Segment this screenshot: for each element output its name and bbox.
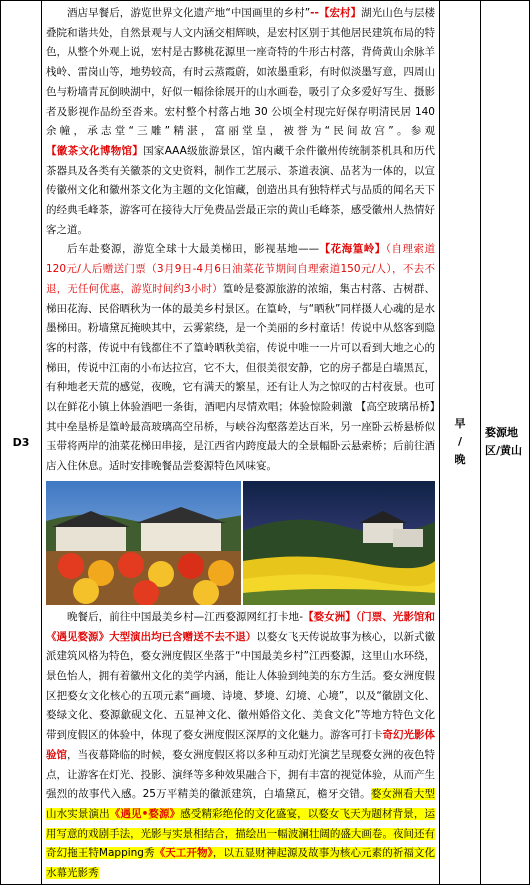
cableway-notice: （自理索道120元/人后赠送门票（3月9日-4月6日油菜花节期间自理索道150元/人），不去不退，无任何优惠，游览时间约3小时） (46, 243, 436, 295)
paragraph-huangling (46, 240, 435, 476)
meal-dinner: 晚 (454, 453, 466, 467)
photo-huangling-village (46, 481, 241, 605)
stay-line-2: 区/黄山 (485, 444, 523, 458)
paragraph-wunvzhou (46, 608, 435, 884)
meal-separator: / (457, 435, 463, 449)
highlighted-show-text: ，以五显财神起源及故事为核心元素的祈福文化水幕光影秀 (46, 847, 436, 880)
highlight-light-show-hall: 奇幻光影体验馆 (46, 729, 436, 761)
text-segment: 后车赴婺源，游览全球十大最美梯田，影视基地—— (67, 243, 320, 256)
highlight-show-meet-wuyuan: 《遇见•婺源》 (109, 807, 181, 820)
highlight-tea-museum: 【徽茶文化博物馆】 (46, 144, 144, 157)
highlight-wunvzhou: 【婺女洲】（门票、光影馆和《遇见婺源》大型演出均已含赠送不去不退） (46, 610, 435, 643)
text-segment: 以婺女飞天传说故事为核心，以新式徽派建筑风格为特色，婺女洲度假区坐落于“中国最美乡村”江西婺源，这里山水环绕，景色怡人，拥有着徽州文化的美学内涵，能让人体验到纯美的东方生活。婺女洲度假区把婺女文化核心的五项元素“画境、诗境、梦境、幻境、心境”，以及“徽剧文化、婺绿文化、婺源歙砚文化、五显神文化、徽州婚俗文化、美食文化”等地方特色文化带到度假区的体验中，体现了婺女洲度假区深厚的文化魅力。游客可打卡 (46, 630, 436, 742)
stay-line-1: 婺源地 (485, 426, 518, 440)
text-segment: 湖光山色与层楼叠院和谐共处，自然景观与人文内涵交相辉映，是宏村区别于其他居民建筑布局的特色，从整个外观上说，宏村是古黟桃花源里一座奇特的牛形古村落，背倚黄山余脉羊栈岭、雷岗山等，地势较高，有时云蒸霞蔚，如浓墨重彩，有时似淡墨写意，四周山色与粉墙青瓦倒映湖中，好似一幅徐徐展开的山水画卷，吸引了众多爱好写生、摄影者及影视作品纷至沓来。宏村整个村落占地 30 公顷全村现完好保存明清民居 140 余幢，承志堂“三雕”精湛，富丽堂皇，被誉为“民间故宫”。参观 (46, 7, 436, 138)
accommodation-cell (481, 1, 530, 885)
paragraph-hongcun (46, 4, 435, 240)
photo-row (46, 481, 435, 605)
text-segment: 酒店早餐后，游览世界文化遗产地“中国画里的乡村” (67, 7, 311, 19)
text-segment: 篁岭是婺源旅游的浓缩，集古村落、古树群、梯田花海、民俗晒秋为一体的最美乡村景区。在篁岭，与“晒秋”同样摄人心魂的是水墨梯田。粉墙黛瓦掩映其中，云雾萦绕，是一个美丽的乡村童话！传说中从悠客到隐客的村落，传说中有钱都住不了篁岭晒秋美宿，传说中唯一一片可以看到大地之心的梯田，传说中江南的小布达拉宫，它不大，但很美很安静，它的房子都是白墙黑瓦，有种地老天荒的感觉，夜晚，它有满天的繁星，还有让人为之惊叹的古村夜景。也可以在鲜花小镇上体验酒吧一条街，酒吧内尽情欢唱；体验惊险刺激 【高空玻璃吊桥】其中垒垦桥是篁岭最高玻璃高空吊桥，与峡谷沟壑落差达百米，另一座卧云桥悬桥似玉带将两岸的油菜花梯田串接，是江西省内跨度最大的全景幅卧云悬索桥；后前往酒店入住休息。适时安排晚餐品尝婺源特色风味宴。 (46, 282, 435, 473)
text-segment: 国家AAA级旅游景区，馆内藏千余件徽州传统制茶机具和历代茶器具及各类有关徽茶的文史资料，制作工艺展示、茶道表演、品茗为一体的，以宣传徽州文化和徽州茶文化为主题的文化馆藏，创造出具有独特样式与品质的闻名天下的经典毛峰茶，游客可在接待大厅免费品尝最正宗的黄山毛峰茶，感受徽州人热情好客之道。 (46, 144, 436, 236)
text-segment: ，当夜幕降临的时候，婺女洲度假区将以多种互动灯光演艺呈现婺女洲的夜色特点，让游客在灯光、投影、演绎等多种效果融合下，拥有丰富的视觉体验，从而产生强烈的故事代入感。25万平精美的徽派建筑，白墙黛瓦，檐牙交错。 (46, 748, 436, 801)
terrace-canola-photo (243, 481, 435, 605)
meals-cell (440, 1, 481, 885)
highlight-show-tiangong: 《天工开物》 (154, 847, 213, 860)
highlighted-show-text: 感受精彩绝伦的文化盛宴，以婺女飞天为题材背景，运用写意的戏剧手法，光影与实景相结合，描绘出一幅波澜壮阔的盛大画卷。夜间还有奇幻拖王特Mapping秀 (46, 807, 435, 860)
highlight-huangling: 【花海篁岭】 (319, 243, 386, 256)
content-cell (42, 1, 440, 885)
photo-terrace-fields (243, 481, 435, 605)
text-segment: 晚餐后，前往中国最美乡村—江西婺源网红打卡地- (67, 610, 304, 623)
day-label: D3 (12, 435, 30, 449)
highlight-hongcun: --【宏村】 (310, 7, 362, 19)
day-cell (1, 1, 42, 885)
highlighted-show-text: 婺女洲看大型山水实景演出 (46, 788, 435, 820)
huangling-drying-autumn-photo (46, 481, 241, 605)
meal-breakfast: 早 (454, 417, 466, 431)
itinerary-row (1, 1, 530, 885)
